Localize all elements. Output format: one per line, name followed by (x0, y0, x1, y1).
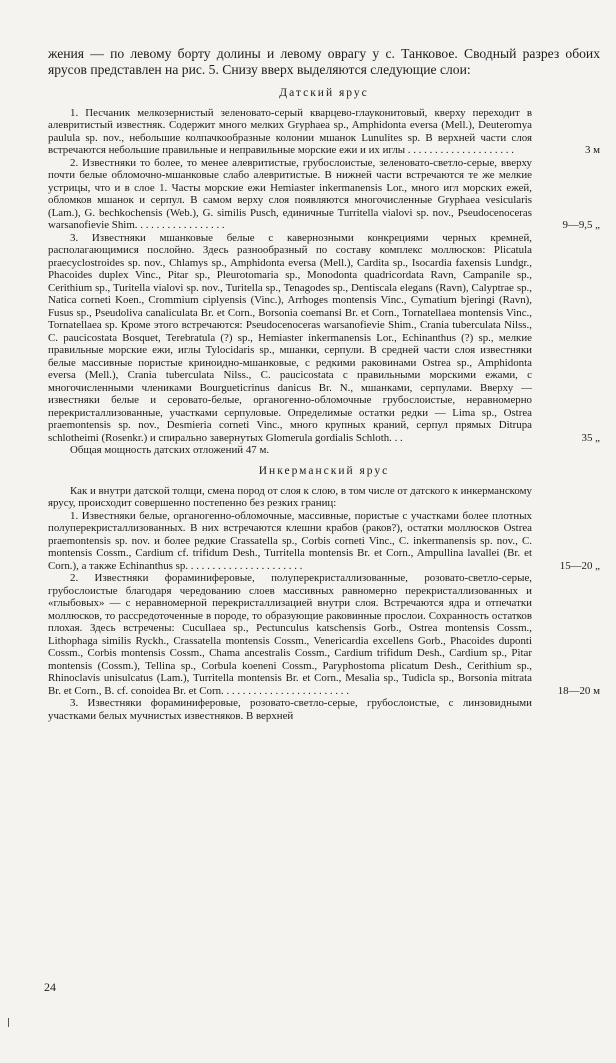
layer-entry (48, 572, 600, 697)
page-number: 24 (44, 980, 56, 994)
intro-paragraph: жения — по левому борту долины и левому оврагу у с. Танковое. Сводный разрез обоих ярусов представлен на рис. 5. Снизу вверх выделяются следующие слои: (48, 46, 600, 78)
layer-text: 2. Известняки то более, то менее алевритистые, грубослоистые, зеленовато-светло-серые, вверху почти белые обломочно-мшанковые слабо алевритистые. В нижней части встречаются те же мелкие устрицы, что и в слое 1. Часты морские ежи Hemiaster inkermanensis Lor., много игл морских ежей, обломков мшанок и серпул. В самом верху слоя появляются многочисленные Gryphaea vesicularis (Lam.), G. bechkochensis (Web.), G. similis Pusch, единичные Turritella vialovi sp. nov., Pseudocenoceras warsanofievie Shim. . . . . . . . . . . . . . . . . (48, 156, 532, 232)
margin-mark (8, 1018, 9, 1027)
danish-layers (48, 107, 600, 457)
layer-text: 3. Известняки мшанковые белые с кавернозными конкрециями черных кремней, располагающимися послойно. Здесь разнообразный по составу комплекс моллюсков: Plicatula praecyclostroides sp. nov., Chlamys sp., Amphidonta eversa (Mell.), Cardita sp., Isocardia faxensis Lundgr., Phacoides duplex Vinc., Pitar sp., Pleurotomaria sp., Monodonta quadricordata Ravn, Campanile sp., Cerithium sp., Turitella vialovi sp. nov., Turitella sp., Tenagodes sp., Dentiscala elegans (Ravn), Calyptrae sp., Natica corneti Koen., Crommium ciplyensis (Vinc.), Arrhoges montensis Vinc., Cymatium bjeringi (Ravn), Fusus sp., Pseudoliva canaliculata Br. et Corn., Borsonia coemansi Br. et Corn., Tornatellaea montensis Vinc., Tornatellaea sp. Кроме этого встречаются: Pseudocenoceras warsanofievie Shim., Crania tuberculata Nilss., C. paucicostata Bosquet, Terebratula (?) sp., Hemiaster inkermanensis Lor., Echinanthus (?) sp., мелкие правильные морские ежи, иглы Tylocidaris sp., мшанки, серпули. В средней части слоя известняки белые массивные пористые криноидно-мшанковые, с редкими раковинами Ostrea sp., Amphidonta eversa (Mell.), Crania tuberculata Nilss., C. paucicostata с правильными морскими ежами, с многочисленными члениками Bourgueticrinus danicus Br. N., мшанками, серпулами. Вверху — известняки белые и серовато-белые, органогенно-обломочные грубослоистые, неравномерно перекристаллизованные, участками серпуловые. Определимые остатки редки — Lima sp., Ostrea praemontensis sp. nov., Desmieria corneti Vinc., много крупных краний, серпул прямых Ditrupa schlotheimi (Rosenkr.) и спирально завернутых Glomerula gordialis Schloth. . . (48, 231, 532, 444)
layer-entry (48, 510, 600, 573)
layer-text: 3. Известняки фораминиферовые, розовато-светло-серые, грубослоистые, с линзовидными участками белых мучнистых известняков. В верхней (48, 697, 532, 722)
inkerman-layers (48, 485, 600, 723)
layer-entry (48, 157, 600, 232)
layer-entry (48, 232, 600, 445)
section-title-inkerman: Инкерманский ярус (258, 464, 390, 477)
inkerman-intro: Как и внутри датской толщи, смена пород от слоя к слою, в том числе от датского к инкерманскому ярусу, происходит совершенно постепенно без резких границ: (48, 484, 532, 510)
layer-entry (48, 697, 600, 722)
danish-total: Общая мощность датских отложений 47 м. (70, 444, 270, 457)
layer-text: 2. Известняки фораминиферовые, полуперекристаллизованные, розовато-светло-серые, грубослоистые благодаря чередованию слоев массивных равномерно перекристаллизованных и «глыбовых» — с неравномерной перекристаллизацией внутри слоя. Встречаются ядра и отпечатки моллюсков, то рассредоточенные в породе, то образующие раковинные прослои. Сохранность остатков плохая. Здесь встречены: Cucullaea sp., Pectunculus katschensis Gorb., Ostrea montensis Cossm., Lithophaga similis Ryckh., Crassatella montensis Cossm., Venericardia excellens Gorb., Phacoides duponti Cossm., Corbis montensis Cossm., Chama ancestralis Cossm., Cardium trifidum Desh., Cardium sp., Pitar montensis (Cossm.), Tellina sp., Corbula koeneni Cossm., Paryphostoma plicatum Desh., Cerithium sp., Rhinoclavis unisulcatus (Lam.), Turritella montensis Br. et Corn., Mesalia sp., Tudicla sp., Borsonia mitrata Br. et Corn., B. cf. conoidea Br. et Corn. . . . . . . . . . . . . . . . . . . . . . . . (48, 572, 532, 697)
section-title-danish: Датский ярус (279, 86, 369, 99)
layer-thickness: 15—20 „ (559, 559, 600, 572)
layer-entry (48, 107, 600, 157)
layer-thickness: 18—20 м (557, 684, 600, 697)
layer-text: 1. Песчаник мелкозернистый зеленовато-серый кварцево-глауконитовый, кверху переходит в алевритистый известняк. Содержит много мелких Gryphaea sp., Amphidonta eversa (Mell.), Deuteromya paulula sp. nov., небольшие колпачкообразные колонии мшанок Lunulites sp. В верхней части слоя встречаются небольшие правильные и неправильные морские ежи и их иглы . . . . . . . . . . . . . . . . . . . . (48, 106, 532, 157)
layer-thickness: 9—9,5 „ (562, 219, 600, 232)
page-content (48, 46, 600, 722)
layer-thickness: 3 м (584, 144, 600, 157)
layer-text: 1. Известняки белые, органогенно-обломочные, массивные, пористые с участками более плотных полуперекристаллизованных. В них встречаются клешни крабов (раков?), остатки моллюсков Ostrea praemontensis sp. nov. и более редкие Crassatella sp., Corbis corneti Vinc., C. inkermanensis sp. nov., C. montensis Cossm., Cardium cf. trifidum Desh., Turritella montensis Br. et Corn., Ampullina lavallei (Br. et Corn.), а также Echinanthus sp. . . . . . . . . . . . . . . . . . . . . . (48, 509, 532, 572)
layer-thickness: 35 „ (581, 431, 600, 444)
